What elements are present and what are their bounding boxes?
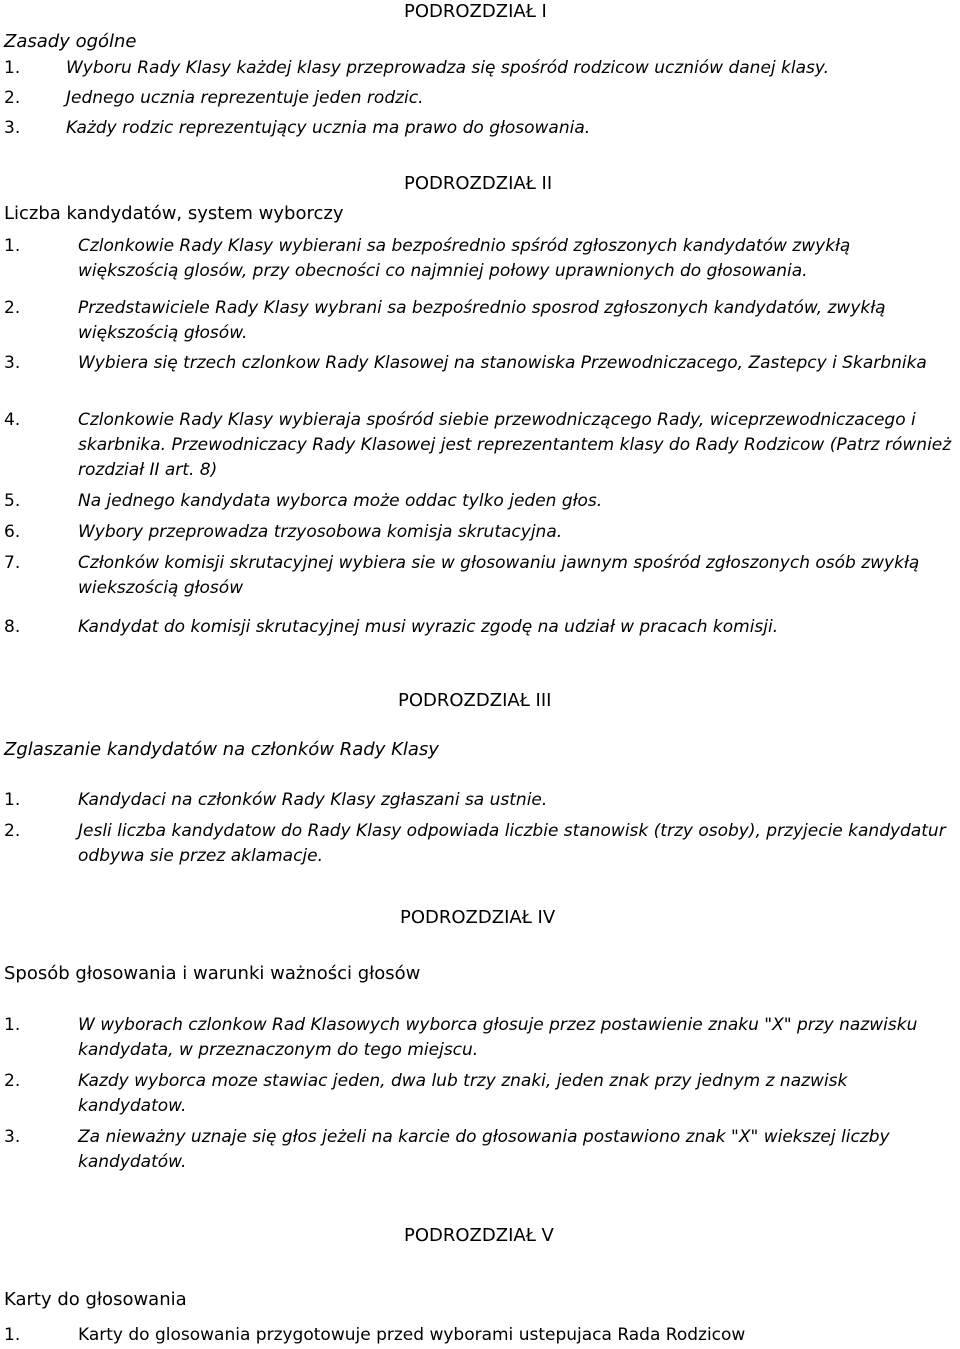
item-text: Za nieważny uznaje się głos jeżeli na karcie do głosowania postawiono znak "X" wiekszej liczby kandydatów. (78, 1127, 890, 1172)
item-text: Kandydat do komisji skrutacyjnej musi wyrazic zgodę na udział w pracach komisji. (78, 617, 779, 637)
section-1-subtitle: Zasady ogólne (4, 31, 137, 52)
section-3-heading: PODROZDZIAŁ III (398, 690, 552, 711)
item-number: 3. (4, 118, 21, 138)
item-text: Wybiera się trzech czlonkow Rady Klasowej na stanowiska Przewodniczacego, Zastepcy i Skarbnika (78, 353, 927, 373)
item-text: Jednego ucznia reprezentuje jeden rodzic. (66, 88, 424, 108)
list-item (4, 234, 956, 284)
list-item (4, 408, 956, 483)
item-number: 1. (4, 1015, 21, 1035)
list-item (4, 116, 956, 141)
list-item (4, 56, 956, 81)
list-item (4, 615, 956, 640)
section-5-subtitle: Karty do głosowania (4, 1289, 187, 1310)
item-number: 3. (4, 1127, 21, 1147)
section-2-subtitle: Liczba kandydatów, system wyborczy (4, 203, 344, 224)
item-text: Członków komisji skrutacyjnej wybiera sie w głosowaniu jawnym spośród zgłoszonych osób zwykłą wiekszością głosów (78, 553, 920, 598)
item-number: 2. (4, 1071, 21, 1091)
item-number: 2. (4, 88, 21, 108)
item-text-part-2: Przewodniczacy Rady Klasowej jest reprezentantem klasy do Rady Rodzicow (Patrz również rozdział II art. 8) (78, 435, 952, 480)
item-text: Kazdy wyborca moze stawiac jeden, dwa lub trzy znaki, jeden znak przy jednym z nazwisk kandydatow. (78, 1071, 848, 1116)
item-number: 6. (4, 522, 21, 542)
item-number: 1. (4, 236, 21, 256)
list-item (4, 86, 956, 111)
list-item (4, 1323, 956, 1348)
list-item (4, 1125, 956, 1175)
list-item (4, 1069, 956, 1119)
item-text: Jesli liczba kandydatow do Rady Klasy odpowiada liczbie stanowisk (trzy osoby), przyjecie kandydatur odbywa sie przez aklamacje. (78, 821, 946, 866)
list-item (4, 489, 956, 514)
item-text-part-1: Czlonkowie Rady Klasy wybieraja spośród siebie przewodniczącego Rady, wiceprzewodniczacego i skarbnika. (78, 410, 916, 455)
list-item (4, 788, 956, 813)
section-4-subtitle: Sposób głosowania i warunki ważności głosów (4, 963, 421, 984)
item-text: Przedstawiciele Rady Klasy wybrani sa bezpośrednio sposrod zgłoszonych kandydatów, zwykłą większością głosów. (78, 298, 886, 343)
item-number: 1. (4, 1325, 21, 1345)
item-text: Każdy rodzic reprezentujący ucznia ma prawo do głosowania. (66, 118, 591, 138)
item-text: Wybory przeprowadza trzyosobowa komisja skrutacyjna. (78, 522, 563, 542)
item-number: 1. (4, 790, 21, 810)
item-number: 2. (4, 298, 21, 318)
section-3-subtitle: Zglaszanie kandydatów na członków Rady Klasy (4, 739, 439, 760)
item-text: Karty do glosowania przygotowuje przed wyborami ustepujaca Rada Rodzicow (78, 1325, 746, 1345)
list-item (4, 551, 956, 601)
item-text: Wyboru Rady Klasy każdej klasy przeprowadza się spośród rodzicow uczniów danej klasy. (66, 58, 830, 78)
list-item (4, 296, 956, 346)
item-text: Czlonkowie Rady Klasy wybierani sa bezpośrednio spśród zgłoszonych kandydatów zwykłą większością glosów, przy obecności co najmniej połowy uprawnionych do głosowania. (78, 236, 851, 281)
item-text: Na jednego kandydata wyborca może oddac tylko jeden głos. (78, 491, 603, 511)
item-number: 4. (4, 410, 21, 430)
list-item (4, 819, 956, 869)
item-number: 7. (4, 553, 21, 573)
item-text (78, 408, 956, 483)
item-number: 3. (4, 353, 21, 373)
list-item (4, 520, 956, 545)
item-number: 8. (4, 617, 21, 637)
item-number: 5. (4, 491, 21, 511)
section-2-heading: PODROZDZIAŁ II (404, 173, 553, 194)
list-item (4, 1013, 956, 1063)
section-1-heading: PODROZDZIAŁ I (404, 1, 547, 22)
item-text: Kandydaci na członków Rady Klasy zgłaszani sa ustnie. (78, 790, 548, 810)
item-number: 1. (4, 58, 21, 78)
section-5-heading: PODROZDZIAŁ V (404, 1225, 554, 1246)
item-text: W wyborach czlonkow Rad Klasowych wyborca głosuje przez postawienie znaku "X" przy nazwisku kandydata, w przeznaczonym do tego miejscu. (78, 1015, 918, 1060)
list-item (4, 351, 956, 376)
section-4-heading: PODROZDZIAŁ IV (400, 907, 556, 928)
item-number: 2. (4, 821, 21, 841)
